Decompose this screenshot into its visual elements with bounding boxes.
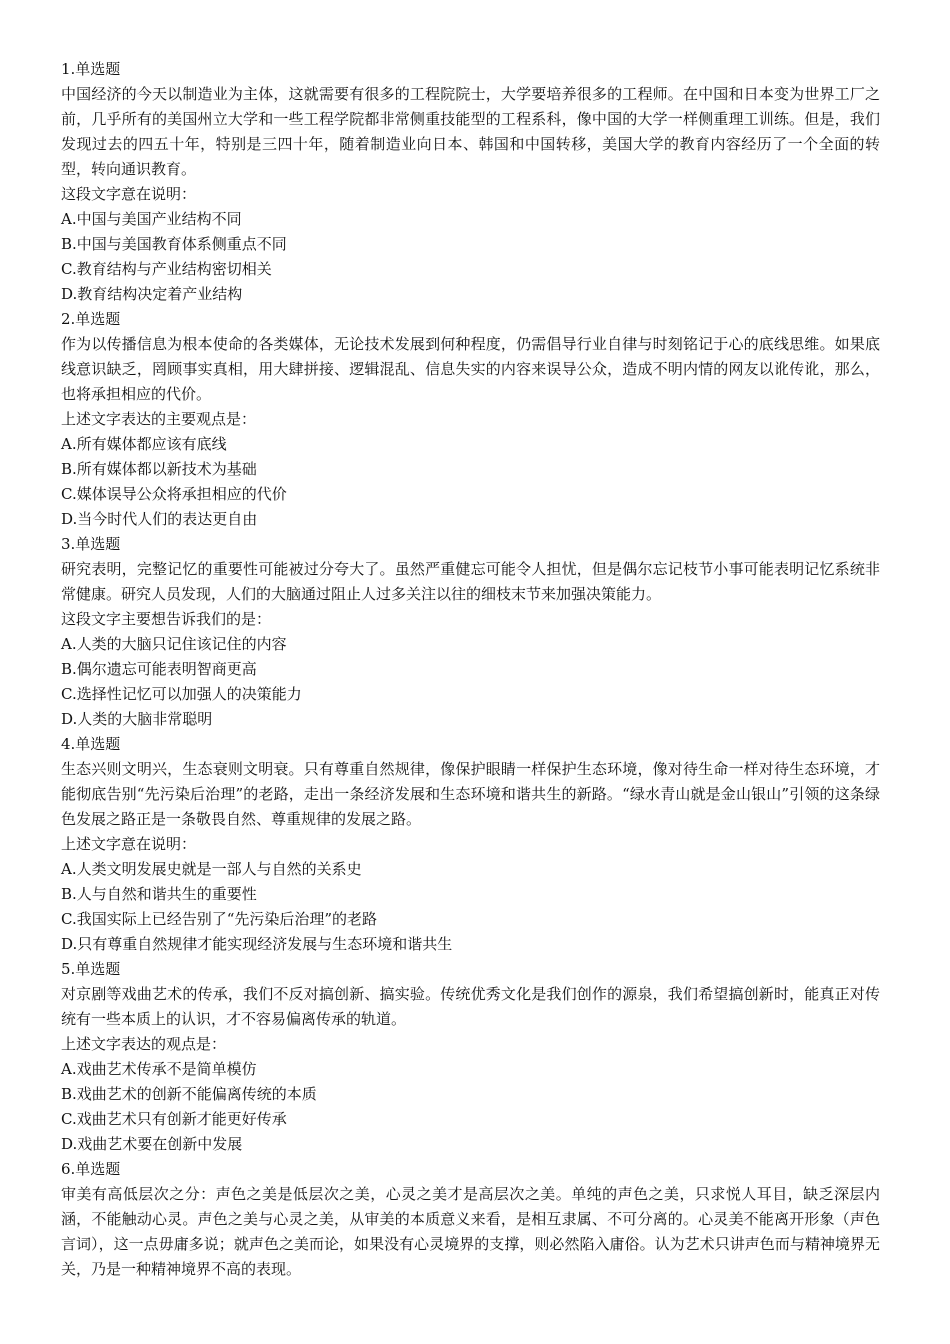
question-prompt: 上述文字意在说明： (61, 835, 197, 853)
question-6 (61, 1157, 880, 1282)
question-4 (61, 732, 880, 957)
option-a: A.戏曲艺术传承不是简单模仿 (61, 1060, 257, 1078)
option-d: D.当今时代人们的表达更自由 (61, 510, 258, 528)
question-header: 4.单选题 (61, 735, 121, 753)
option-c: C.教育结构与产业结构密切相关 (61, 260, 272, 278)
option-a: A.所有媒体都应该有底线 (61, 435, 227, 453)
question-prompt: 这段文字主要想告诉我们的是： (61, 610, 272, 628)
question-prompt: 这段文字意在说明： (61, 185, 197, 203)
option-c: C.选择性记忆可以加强人的决策能力 (61, 685, 302, 703)
option-b: B.戏曲艺术的创新不能偏离传统的本质 (61, 1085, 317, 1103)
question-5 (61, 957, 880, 1157)
question-prompt: 上述文字表达的主要观点是： (61, 410, 257, 428)
option-d: D.只有尊重自然规律才能实现经济发展与生态环境和谐共生 (61, 935, 453, 953)
question-header: 6.单选题 (61, 1160, 121, 1178)
option-d: D.人类的大脑非常聪明 (61, 710, 213, 728)
option-a: A.人类的大脑只记住该记住的内容 (61, 635, 287, 653)
question-header: 1.单选题 (61, 60, 121, 78)
option-c: C.媒体误导公众将承担相应的代价 (61, 485, 287, 503)
option-d: D.教育结构决定着产业结构 (61, 285, 243, 303)
option-b: B.人与自然和谐共生的重要性 (61, 885, 257, 903)
option-c: C.我国实际上已经告别了“先污染后治理”的老路 (61, 910, 378, 928)
question-header: 5.单选题 (61, 960, 121, 978)
question-passage: 研究表明，完整记忆的重要性可能被过分夸大了。虽然严重健忘可能令人担忧，但是偶尔忘记枝节小事可能表明记忆系统非常健康。研究人员发现，人们的大脑通过阻止人过多关注以往的细枝末节来加强决策能力。 (61, 560, 880, 603)
option-a: A.人类文明发展史就是一部人与自然的关系史 (61, 860, 362, 878)
question-1 (61, 57, 880, 307)
question-2 (61, 307, 880, 532)
question-3 (61, 532, 880, 732)
option-c: C.戏曲艺术只有创新才能更好传承 (61, 1110, 287, 1128)
question-header: 3.单选题 (61, 535, 121, 553)
option-b: B.偶尔遗忘可能表明智商更高 (61, 660, 257, 678)
question-passage: 中国经济的今天以制造业为主体，这就需要有很多的工程院院士，大学要培养很多的工程师。在中国和日本变为世界工厂之前，几乎所有的美国州立大学和一些工程学院都非常侧重技能型的工程系科，像中国的大学一样侧重理工训练。但是，我们发现过去的四五十年，特别是三四十年，随着制造业向日本、韩国和中国转移，美国大学的教育内容经历了一个全面的转型，转向通识教育。 (61, 85, 880, 178)
option-b: B.中国与美国教育体系侧重点不同 (61, 235, 287, 253)
question-passage: 生态兴则文明兴，生态衰则文明衰。只有尊重自然规律，像保护眼睛一样保护生态环境，像对待生命一样对待生态环境，才能彻底告别“先污染后治理”的老路，走出一条经济发展和生态环境和谐共生的新路。“绿水青山就是金山银山”引领的这条绿色发展之路正是一条敬畏自然、尊重规律的发展之路。 (61, 760, 880, 828)
option-d: D.戏曲艺术要在创新中发展 (61, 1135, 243, 1153)
question-header: 2.单选题 (61, 310, 121, 328)
option-a: A.中国与美国产业结构不同 (61, 210, 242, 228)
question-prompt: 上述文字表达的观点是： (61, 1035, 227, 1053)
question-passage: 对京剧等戏曲艺术的传承，我们不反对搞创新、搞实验。传统优秀文化是我们创作的源泉，我们希望搞创新时，能真正对传统有一些本质上的认识，才不容易偏离传承的轨道。 (61, 985, 880, 1028)
option-b: B.所有媒体都以新技术为基础 (61, 460, 257, 478)
question-passage: 审美有高低层次之分：声色之美是低层次之美，心灵之美才是高层次之美。单纯的声色之美，只求悦人耳目，缺乏深层内涵，不能触动心灵。声色之美与心灵之美，从审美的本质意义来看，是相互隶属、不可分离的。心灵美不能离开形象（声色言词），这一点毋庸多说；就声色之美而论，如果没有心灵境界的支撑，则必然陷入庸俗。认为艺术只讲声色而与精神境界无关，乃是一种精神境界不高的表现。 (61, 1185, 880, 1278)
question-passage: 作为以传播信息为根本使命的各类媒体，无论技术发展到何种程度，仍需倡导行业自律与时刻铭记于心的底线思维。如果底线意识缺乏，罔顾事实真相，用大肆拼接、逻辑混乱、信息失实的内容来误导公众，造成不明内情的网友以讹传讹，那么，也将承担相应的代价。 (61, 335, 880, 403)
